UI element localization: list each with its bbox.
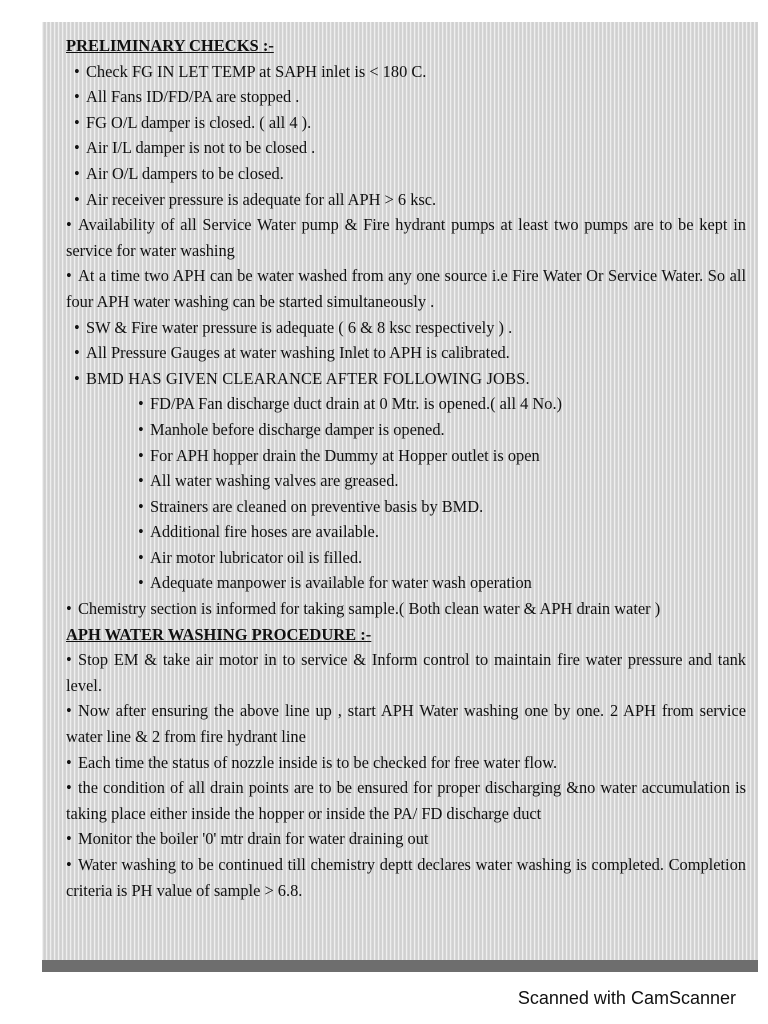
list-item: • Adequate manpower is available for water wash operation bbox=[138, 570, 746, 596]
list-item: • Stop EM & take air motor in to service & Inform control to maintain fire water pressure and tank level. bbox=[66, 647, 746, 698]
bmd-jobs-list bbox=[66, 391, 746, 596]
bullet-icon: • bbox=[74, 61, 80, 81]
bullet-icon: • bbox=[66, 650, 72, 670]
bullet-icon: • bbox=[66, 215, 72, 235]
bullet-icon: • bbox=[138, 445, 144, 465]
bullet-icon: • bbox=[66, 778, 72, 798]
bullet-icon: • bbox=[74, 163, 80, 183]
list-item: • Air O/L dampers to be closed. bbox=[66, 161, 746, 187]
list-item: • Now after ensuring the above line up , start APH Water washing one by one. 2 APH from service water line & 2 from fire hydrant line bbox=[66, 698, 746, 749]
list-item: • Each time the status of nozzle inside is to be checked for free water flow. bbox=[66, 750, 746, 776]
procedure-list bbox=[66, 647, 746, 903]
chemistry-note: • Chemistry section is informed for taking sample.( Both clean water & APH drain water ) bbox=[66, 596, 746, 622]
page-bottom-edge bbox=[42, 960, 758, 972]
list-item: • Air motor lubricator oil is filled. bbox=[138, 545, 746, 571]
list-item: • All Fans ID/FD/PA are stopped . bbox=[66, 84, 746, 110]
scanner-watermark: Scanned with CamScanner bbox=[517, 988, 736, 1008]
bullet-icon: • bbox=[66, 829, 72, 849]
bullet-icon: • bbox=[66, 266, 72, 286]
bullet-icon: • bbox=[74, 368, 80, 388]
bullet-icon: • bbox=[66, 855, 72, 874]
document-body bbox=[66, 33, 746, 903]
bullet-icon: • bbox=[138, 394, 144, 414]
procedure-heading: APH WATER WASHING PROCEDURE :- bbox=[66, 624, 372, 644]
scanned-page bbox=[42, 22, 758, 972]
bullet-icon: • bbox=[66, 752, 72, 772]
list-item: • FD/PA Fan discharge duct drain at 0 Mtr. is opened.( all 4 No.) bbox=[138, 391, 746, 417]
bullet-icon: • bbox=[74, 87, 80, 107]
list-item: • FG O/L damper is closed. ( all 4 ). bbox=[66, 110, 746, 136]
bullet-icon: • bbox=[74, 112, 80, 132]
bullet-icon: • bbox=[138, 419, 144, 439]
preliminary-checks-heading: PRELIMINARY CHECKS :- bbox=[66, 36, 274, 55]
bullet-icon: • bbox=[138, 471, 144, 491]
list-item: • the condition of all drain points are to be ensured for proper discharging &no water accumulation is taking place either inside the hopper or inside the PA/ FD discharge duct bbox=[66, 775, 746, 826]
list-item: • Air I/L damper is not to be closed . bbox=[66, 135, 746, 161]
list-item: • SW & Fire water pressure is adequate ( 6 & 8 ksc respectively ) . bbox=[66, 315, 746, 341]
bullet-icon: • bbox=[138, 573, 144, 593]
bullet-icon: • bbox=[138, 496, 144, 516]
list-item: • Water washing to be continued till chemistry deptt declares water washing is completed. Completion criteria is PH value of sample > 6.8. bbox=[66, 852, 746, 903]
list-item: • Availability of all Service Water pump & Fire hydrant pumps at least two pumps are to be kept in service for water washing bbox=[66, 212, 746, 263]
list-item: • For APH hopper drain the Dummy at Hopper outlet is open bbox=[138, 443, 746, 469]
bullet-icon: • bbox=[74, 317, 80, 337]
list-item: • At a time two APH can be water washed from any one source i.e Fire Water Or Service Water. So all four APH water washing can be started simultaneously . bbox=[66, 263, 746, 314]
list-item: • Check FG IN LET TEMP at SAPH inlet is < 180 C. bbox=[66, 59, 746, 85]
list-item: • Monitor the boiler '0' mtr drain for water draining out bbox=[66, 826, 746, 852]
list-item: • All water washing valves are greased. bbox=[138, 468, 746, 494]
bullet-icon: • bbox=[74, 138, 80, 158]
list-item: • BMD HAS GIVEN CLEARANCE AFTER FOLLOWING JOBS. bbox=[66, 366, 746, 392]
bullet-icon: • bbox=[66, 701, 72, 721]
list-item: • Manhole before discharge damper is opened. bbox=[138, 417, 746, 443]
list-item: • Strainers are cleaned on preventive basis by BMD. bbox=[138, 494, 746, 520]
list-item: • Additional fire hoses are available. bbox=[138, 519, 746, 545]
list-item: • All Pressure Gauges at water washing Inlet to APH is calibrated. bbox=[66, 340, 746, 366]
preliminary-checks-list bbox=[66, 59, 746, 392]
bullet-icon: • bbox=[66, 599, 72, 619]
bullet-icon: • bbox=[138, 547, 144, 567]
bullet-icon: • bbox=[138, 522, 144, 542]
bullet-icon: • bbox=[74, 343, 80, 363]
bullet-icon: • bbox=[74, 189, 80, 209]
list-item: • Air receiver pressure is adequate for all APH > 6 ksc. bbox=[66, 187, 746, 213]
